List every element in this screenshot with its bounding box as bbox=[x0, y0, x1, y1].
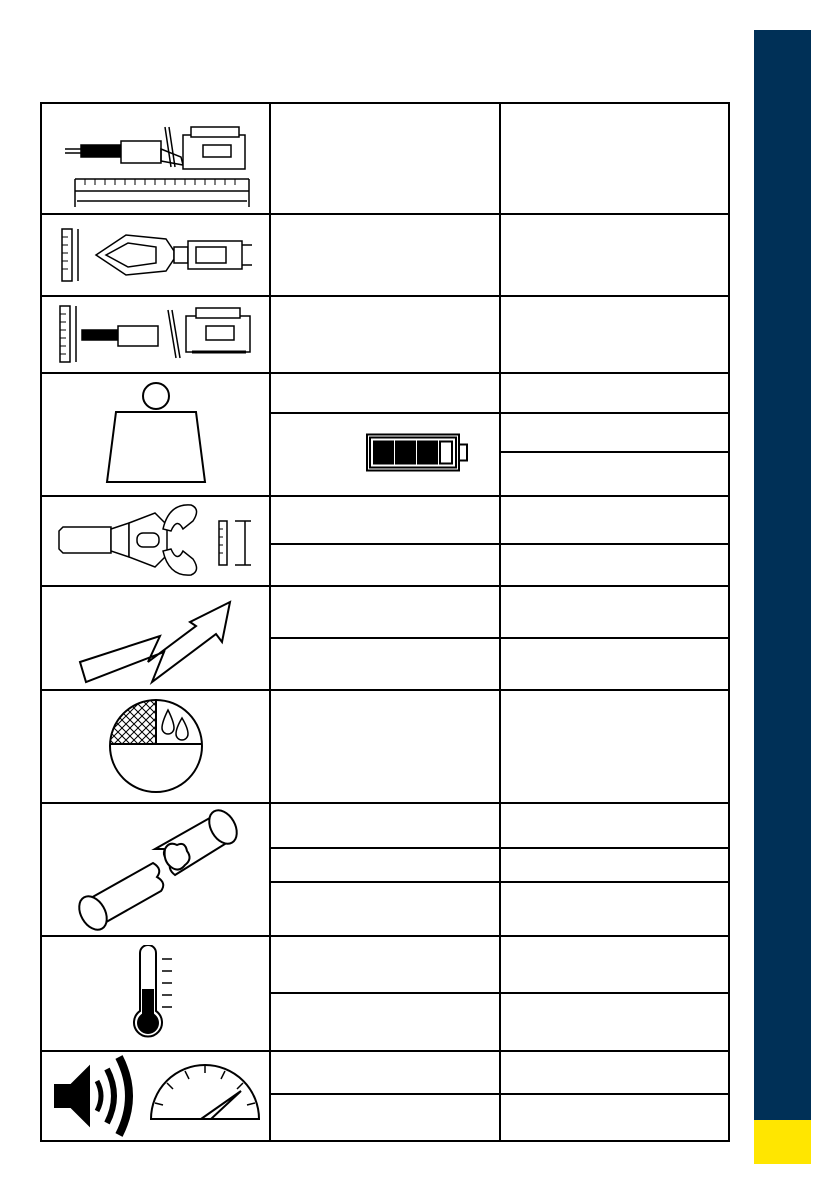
icon-cell bbox=[41, 296, 270, 373]
spec-label bbox=[270, 690, 500, 802]
icon-cell bbox=[41, 803, 270, 937]
spec-value bbox=[500, 586, 729, 638]
spec-value bbox=[500, 452, 729, 496]
side-band bbox=[754, 30, 811, 1120]
cutting-material-icon bbox=[71, 805, 241, 933]
chapter-tab bbox=[754, 1120, 811, 1164]
spec-label bbox=[270, 1094, 500, 1141]
noise-level-icon bbox=[51, 1053, 261, 1139]
cutter-opening-icon bbox=[51, 499, 261, 583]
icon-cell bbox=[41, 496, 270, 585]
table-row bbox=[41, 690, 729, 802]
spec-table bbox=[40, 102, 730, 1142]
icon-cell bbox=[41, 373, 270, 496]
spec-label bbox=[270, 803, 500, 848]
spec-label bbox=[270, 993, 500, 1050]
ip-rating-icon bbox=[106, 696, 206, 796]
spec-value bbox=[500, 214, 729, 295]
table-row bbox=[41, 936, 729, 993]
spec-label bbox=[270, 638, 500, 690]
spec-label bbox=[270, 496, 500, 543]
spec-value bbox=[500, 103, 729, 214]
spec-label bbox=[270, 882, 500, 936]
spec-label bbox=[270, 214, 500, 295]
table-row bbox=[41, 1051, 729, 1094]
spec-value bbox=[500, 373, 729, 413]
thermometer-icon bbox=[126, 945, 186, 1041]
tool-length-icon bbox=[61, 109, 251, 209]
icon-cell bbox=[41, 690, 270, 802]
spec-value bbox=[500, 993, 729, 1050]
spec-value bbox=[500, 638, 729, 690]
spec-label bbox=[270, 936, 500, 993]
spec-label bbox=[270, 544, 500, 586]
icon-cell bbox=[41, 214, 270, 295]
spec-value bbox=[500, 296, 729, 373]
weight-icon bbox=[101, 382, 211, 488]
table-row bbox=[41, 103, 729, 214]
spec-value bbox=[500, 496, 729, 543]
table-row bbox=[41, 496, 729, 543]
table-row bbox=[41, 803, 729, 848]
table-row bbox=[41, 586, 729, 638]
table-row bbox=[41, 296, 729, 373]
spec-label bbox=[270, 848, 500, 882]
spec-label bbox=[270, 373, 500, 413]
icon-cell bbox=[41, 586, 270, 690]
icon-cell bbox=[41, 936, 270, 1050]
spec-value bbox=[500, 544, 729, 586]
spec-label bbox=[270, 1051, 500, 1094]
tool-height-icon bbox=[56, 302, 256, 366]
spec-label bbox=[270, 296, 500, 373]
spec-value bbox=[500, 413, 729, 452]
spec-value bbox=[500, 882, 729, 936]
spec-value bbox=[500, 936, 729, 993]
spec-value bbox=[500, 803, 729, 848]
icon-cell bbox=[41, 103, 270, 214]
table-row bbox=[41, 214, 729, 295]
spec-label bbox=[270, 413, 500, 496]
spec-value bbox=[500, 1094, 729, 1141]
spec-label bbox=[270, 103, 500, 214]
spec-value bbox=[500, 848, 729, 882]
spec-value bbox=[500, 1051, 729, 1094]
spec-label bbox=[270, 586, 500, 638]
spreader-width-icon bbox=[56, 223, 256, 287]
table-row bbox=[41, 373, 729, 413]
force-arrow-icon bbox=[76, 590, 236, 686]
spec-value bbox=[500, 690, 729, 802]
icon-cell bbox=[41, 1051, 270, 1141]
battery-icon bbox=[365, 430, 471, 479]
